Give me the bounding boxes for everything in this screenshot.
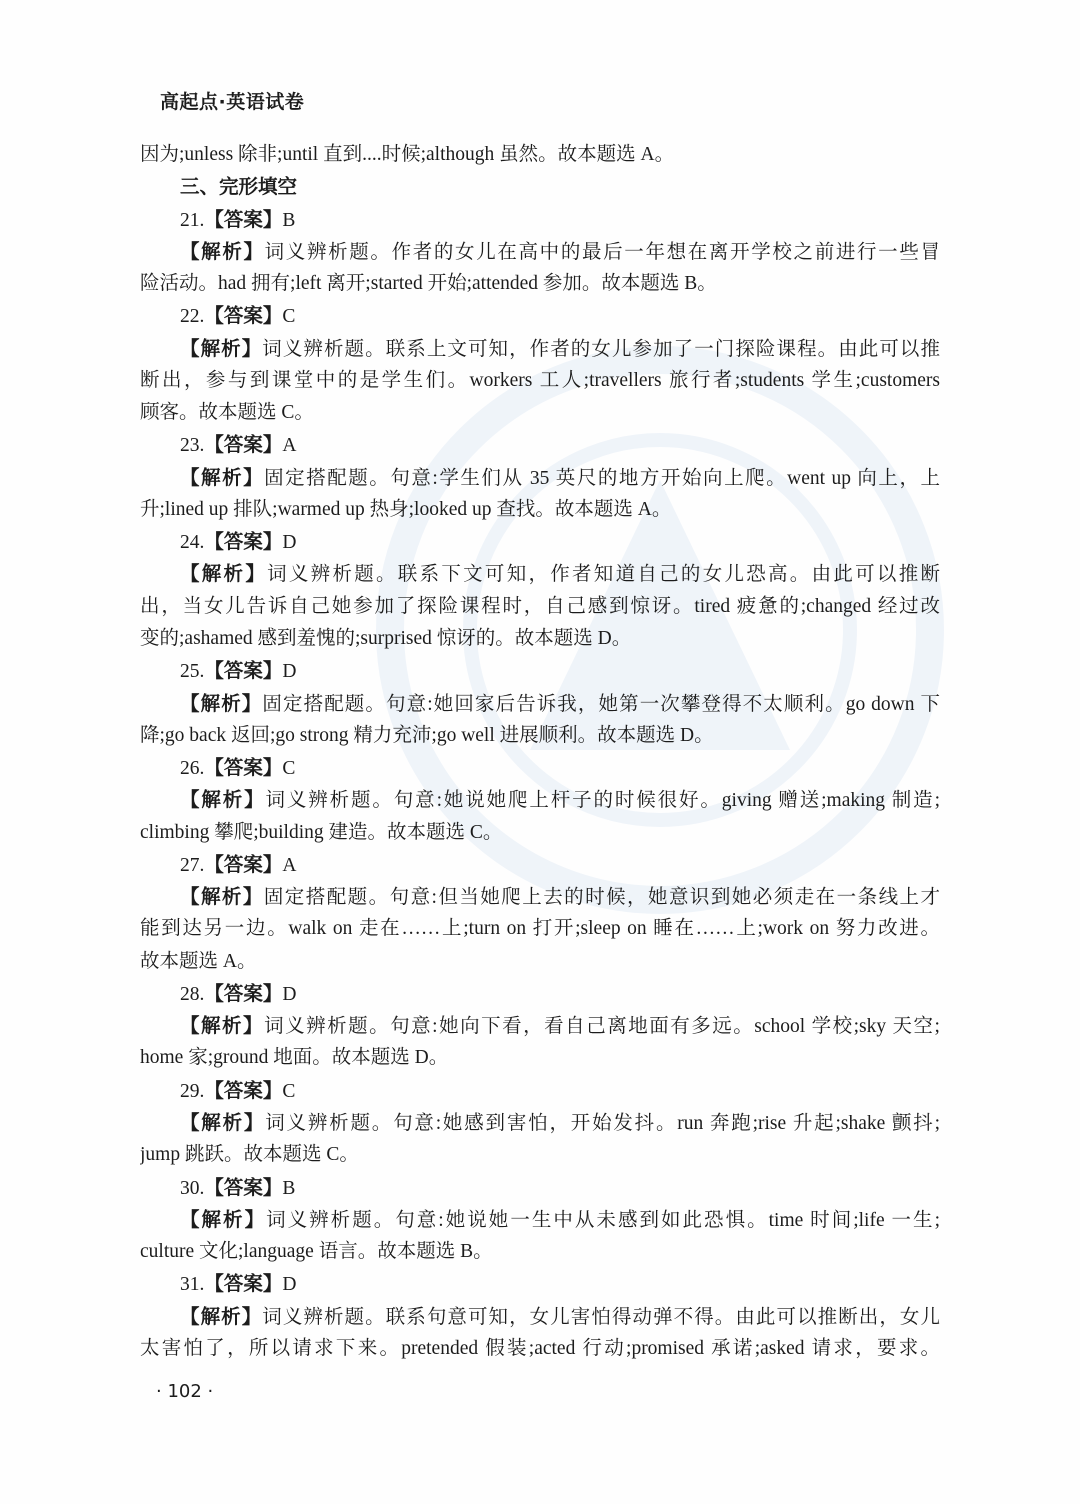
answer-line bbox=[140, 1172, 940, 1204]
analysis-line bbox=[140, 1107, 940, 1139]
question-number: 31. bbox=[180, 1274, 205, 1296]
analysis-line bbox=[140, 688, 940, 720]
answer-line bbox=[140, 300, 940, 332]
analysis-label: 【解析】 bbox=[180, 788, 266, 812]
answer-line bbox=[140, 849, 940, 881]
answer-value: D bbox=[282, 1274, 297, 1296]
analysis-label: 【解析】 bbox=[180, 1110, 266, 1134]
analysis-text: 词义辨析题。联系上文可知，作者的女儿参加了一门探险课程。由此可以推 bbox=[262, 338, 940, 360]
answer-label: 【答案】 bbox=[204, 981, 283, 1005]
analysis-line: 能到达另一边。walk on 走在……上;turn on 打开;sleep on 睡在……上;work on 努力改进。 bbox=[140, 918, 940, 940]
answer-line bbox=[140, 526, 940, 558]
answer-value: C bbox=[282, 758, 296, 780]
answer-line bbox=[140, 204, 940, 236]
answer-content bbox=[140, 139, 940, 1365]
analysis-text: 词义辨析题。句意:她说她爬上杆子的时候很好。giving 赠送;making 制造; bbox=[265, 790, 940, 812]
intro-line: 因为;unless 除非;until 直到....时候;although 虽然。故本题选 A。 bbox=[140, 144, 675, 165]
answer-label: 【答案】 bbox=[204, 1078, 283, 1102]
analysis-text: 词义辨析题。句意:她向下看，看自己离地面有多远。school 学校;sky 天空; bbox=[264, 1016, 940, 1038]
analysis-line: 险活动。had 拥有;left 离开;started 开始;attended 参加。故本题选 B。 bbox=[140, 273, 717, 295]
analysis-line bbox=[140, 784, 940, 816]
analysis-label: 【解析】 bbox=[180, 465, 265, 489]
analysis-text: 词义辨析题。作者的女儿在高中的最后一年想在离开学校之前进行一些冒 bbox=[264, 241, 940, 263]
page-header-title: 高起点·英语试卷 bbox=[160, 91, 305, 113]
answer-value: C bbox=[282, 1080, 296, 1102]
analysis-text: 词义辨析题。联系下文可知，作者知道自己的女儿恐高。由此可以推断 bbox=[267, 564, 940, 586]
question-number: 23. bbox=[180, 435, 205, 457]
analysis-text: 固定搭配题。句意:但当她爬上去的时候，她意识到她必须走在一条线上才 bbox=[263, 887, 940, 909]
question-number: 25. bbox=[180, 661, 205, 683]
answer-value: D bbox=[282, 661, 297, 683]
analysis-text: 词义辨析题。句意:她感到害怕，开始发抖。run 奔跑;rise 升起;shake 颤抖; bbox=[265, 1112, 940, 1134]
answer-label: 【答案】 bbox=[204, 1272, 283, 1296]
analysis-label: 【解析】 bbox=[180, 1304, 263, 1328]
analysis-label: 【解析】 bbox=[180, 239, 265, 263]
question-number: 28. bbox=[180, 983, 205, 1005]
answer-line bbox=[140, 429, 940, 461]
answer-label: 【答案】 bbox=[204, 852, 283, 876]
analysis-line: 升;lined up 排队;warmed up 热身;looked up 查找。故本题选 A。 bbox=[140, 498, 672, 520]
answer-label: 【答案】 bbox=[204, 756, 283, 780]
question-number: 27. bbox=[180, 854, 205, 876]
analysis-line: 断出，参与到课堂中的是学生们。workers 工人;travellers 旅行者;students 学生;customers bbox=[140, 369, 940, 391]
analysis-line bbox=[140, 1204, 940, 1236]
page-number: · 102 · bbox=[156, 1381, 214, 1402]
analysis-label: 【解析】 bbox=[180, 691, 263, 715]
answer-value: B bbox=[282, 1177, 296, 1199]
analysis-line bbox=[140, 558, 940, 590]
analysis-label: 【解析】 bbox=[180, 885, 264, 909]
answer-label: 【答案】 bbox=[204, 1175, 283, 1199]
question-number: 30. bbox=[180, 1177, 205, 1199]
answer-label: 【答案】 bbox=[204, 304, 283, 328]
answer-label: 【答案】 bbox=[204, 433, 283, 457]
answer-label: 【答案】 bbox=[204, 530, 283, 554]
analysis-text: 词义辨析题。联系句意可知，女儿害怕得动弹不得。由此可以推断出，女儿 bbox=[262, 1306, 940, 1328]
analysis-text: 固定搭配题。句意:她回家后告诉我，她第一次攀登得不太顺利。go down 下 bbox=[262, 693, 940, 715]
analysis-text: 固定搭配题。句意:学生们从 35 英尺的地方开始向上爬。went up 向上，上 bbox=[264, 467, 940, 489]
question-number: 24. bbox=[180, 532, 205, 554]
answer-line bbox=[140, 655, 940, 687]
analysis-line: 太害怕了，所以请求下来。pretended 假装;acted 行动;promised 承诺;asked 请求，要求。 bbox=[140, 1337, 940, 1359]
analysis-line: climbing 攀爬;building 建造。故本题选 C。 bbox=[140, 821, 503, 843]
analysis-label: 【解析】 bbox=[180, 336, 263, 360]
analysis-line bbox=[140, 1010, 940, 1042]
question-number: 26. bbox=[180, 758, 205, 780]
analysis-line: 故本题选 A。 bbox=[140, 950, 257, 972]
question-number: 29. bbox=[180, 1080, 205, 1102]
analysis-line bbox=[140, 462, 940, 494]
answer-value: A bbox=[282, 854, 297, 876]
analysis-line: 出，当女儿告诉自己她参加了探险课程时，自己感到惊讶。tired 疲惫的;changed 经过改 bbox=[140, 595, 940, 617]
answer-value: D bbox=[282, 983, 297, 1005]
analysis-line: 降;go back 返回;go strong 精力充沛;go well 进展顺利。故本题选 D。 bbox=[140, 724, 714, 746]
analysis-line: culture 文化;language 语言。故本题选 B。 bbox=[140, 1241, 493, 1263]
answer-line bbox=[140, 978, 940, 1010]
analysis-line bbox=[140, 1301, 940, 1333]
analysis-line: jump 跳跃。故本题选 C。 bbox=[140, 1144, 359, 1166]
question-number: 21. bbox=[180, 209, 205, 231]
analysis-label: 【解析】 bbox=[180, 562, 268, 586]
analysis-line bbox=[140, 333, 940, 365]
answer-label: 【答案】 bbox=[204, 659, 283, 683]
answer-line bbox=[140, 1268, 940, 1300]
question-number: 22. bbox=[180, 306, 205, 328]
analysis-line: 变的;ashamed 感到羞愧的;surprised 惊讶的。故本题选 D。 bbox=[140, 627, 632, 649]
analysis-label: 【解析】 bbox=[180, 1207, 267, 1231]
answer-line bbox=[140, 1075, 940, 1107]
section-title: 三、完形填空 bbox=[180, 175, 298, 199]
analysis-text: 词义辨析题。句意:她说她一生中从未感到如此恐惧。time 时间;life 一生; bbox=[266, 1209, 940, 1231]
analysis-line: 顾客。故本题选 C。 bbox=[140, 402, 314, 424]
answer-value: B bbox=[282, 209, 296, 231]
analysis-line bbox=[140, 881, 940, 913]
analysis-line bbox=[140, 236, 940, 268]
answer-value: A bbox=[282, 435, 297, 457]
answer-label: 【答案】 bbox=[204, 207, 283, 231]
answer-value: D bbox=[282, 532, 297, 554]
answer-value: C bbox=[282, 306, 296, 328]
answer-line bbox=[140, 752, 940, 784]
analysis-line: home 家;ground 地面。故本题选 D。 bbox=[140, 1047, 449, 1069]
analysis-label: 【解析】 bbox=[180, 1014, 265, 1038]
